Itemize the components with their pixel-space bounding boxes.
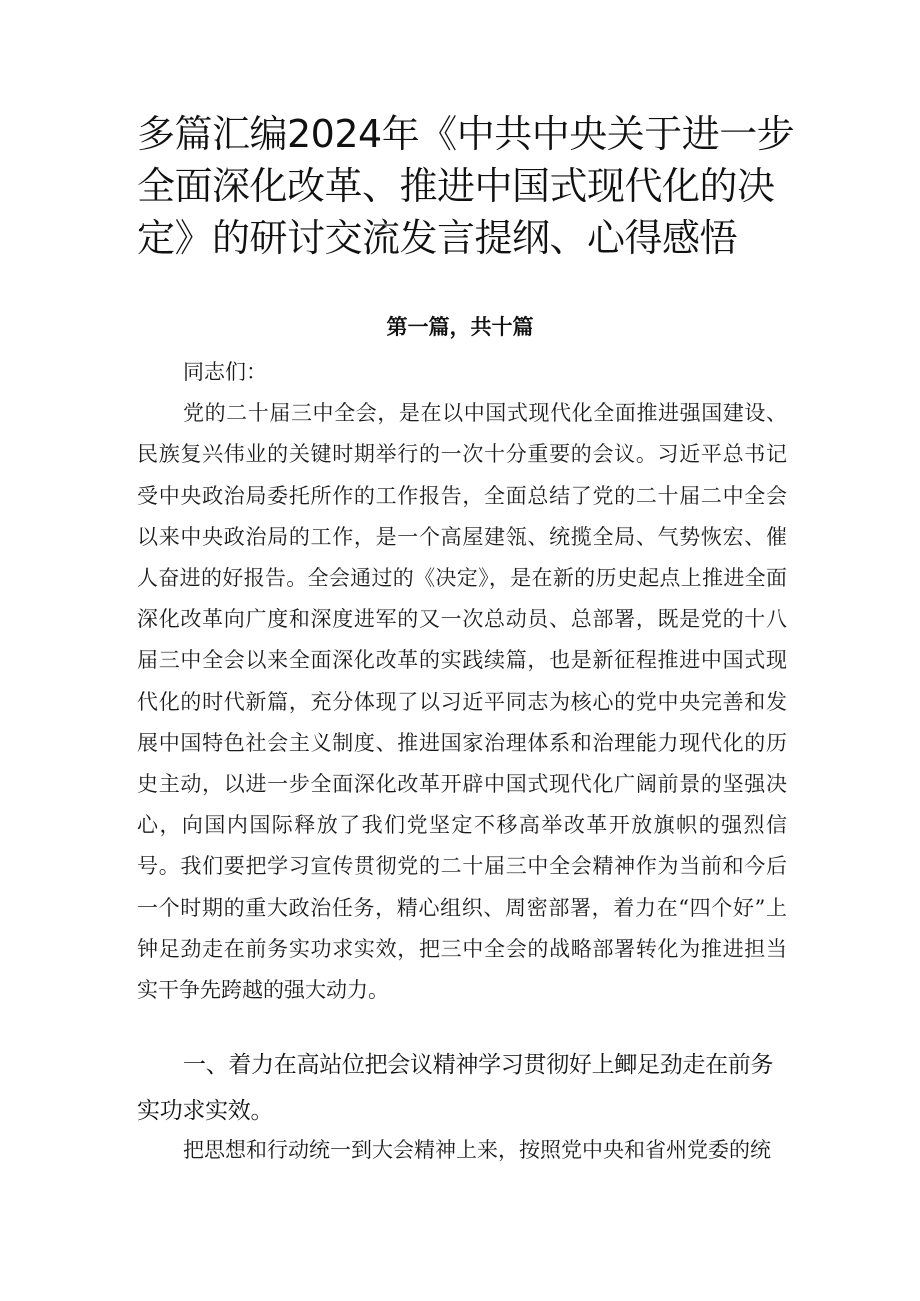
greeting: 同志们： <box>183 360 267 384</box>
document-body <box>137 352 787 1011</box>
paragraph-2: 把思想和行动统一到大会精神上来，按照党中央和省州党委的统 <box>183 1138 771 1162</box>
document-title: 多篇汇编2024年《中共中央关于进一步全面深化改革、推进中国式现代化的决定》的研讨交流发言提纲、心得感悟 <box>137 112 795 260</box>
document-subtitle: 第一篇，共十篇 <box>386 315 534 339</box>
section-heading-1: 一、着力在高站位把会议精神学习贯彻好上鲫足劲走在前务实功求实效。 <box>137 1052 774 1124</box>
paragraph-1: 党的二十届三中全会，是在以中国式现代化全面推进强国建设、民族复兴伟业的关键时期举行的一次十分重要的会议。习近平总书记受中央政治局委托所作的工作报告，全面总结了党的二十届二中全会以来中央政治局的工作，是一个高屋建瓴、统揽全局、气势恢宏、催人奋进的好报告。全会通过的《决定》，是在新的历史起点上推进全面深化改革向广度和深度进军的又一次总动员、总部署，既是党的十八届三中全会以来全面深化改革的实践续篇，也是新征程推进中国式现代化的时代新篇，充分体现了以习近平同志为核心的党中央完善和发展中国特色社会主义制度、推进国家治理体系和治理能力现代化的历史主动，以进一步全面深化改革开辟中国式现代化广阔前景的坚强决心，向国内国际释放了我们党坚定不移高举改革开放旗帜的强烈信号。我们要把学习宣传贯彻党的二十届三中全会精神作为当前和今后一个时期的重大政治任务，精心组织、周密部署，着力在“四个好”上钟足劲走在前务实功求实效，把三中全会的战略部署转化为推进担当实干争先跨越的强大动力。 <box>137 401 787 1003</box>
